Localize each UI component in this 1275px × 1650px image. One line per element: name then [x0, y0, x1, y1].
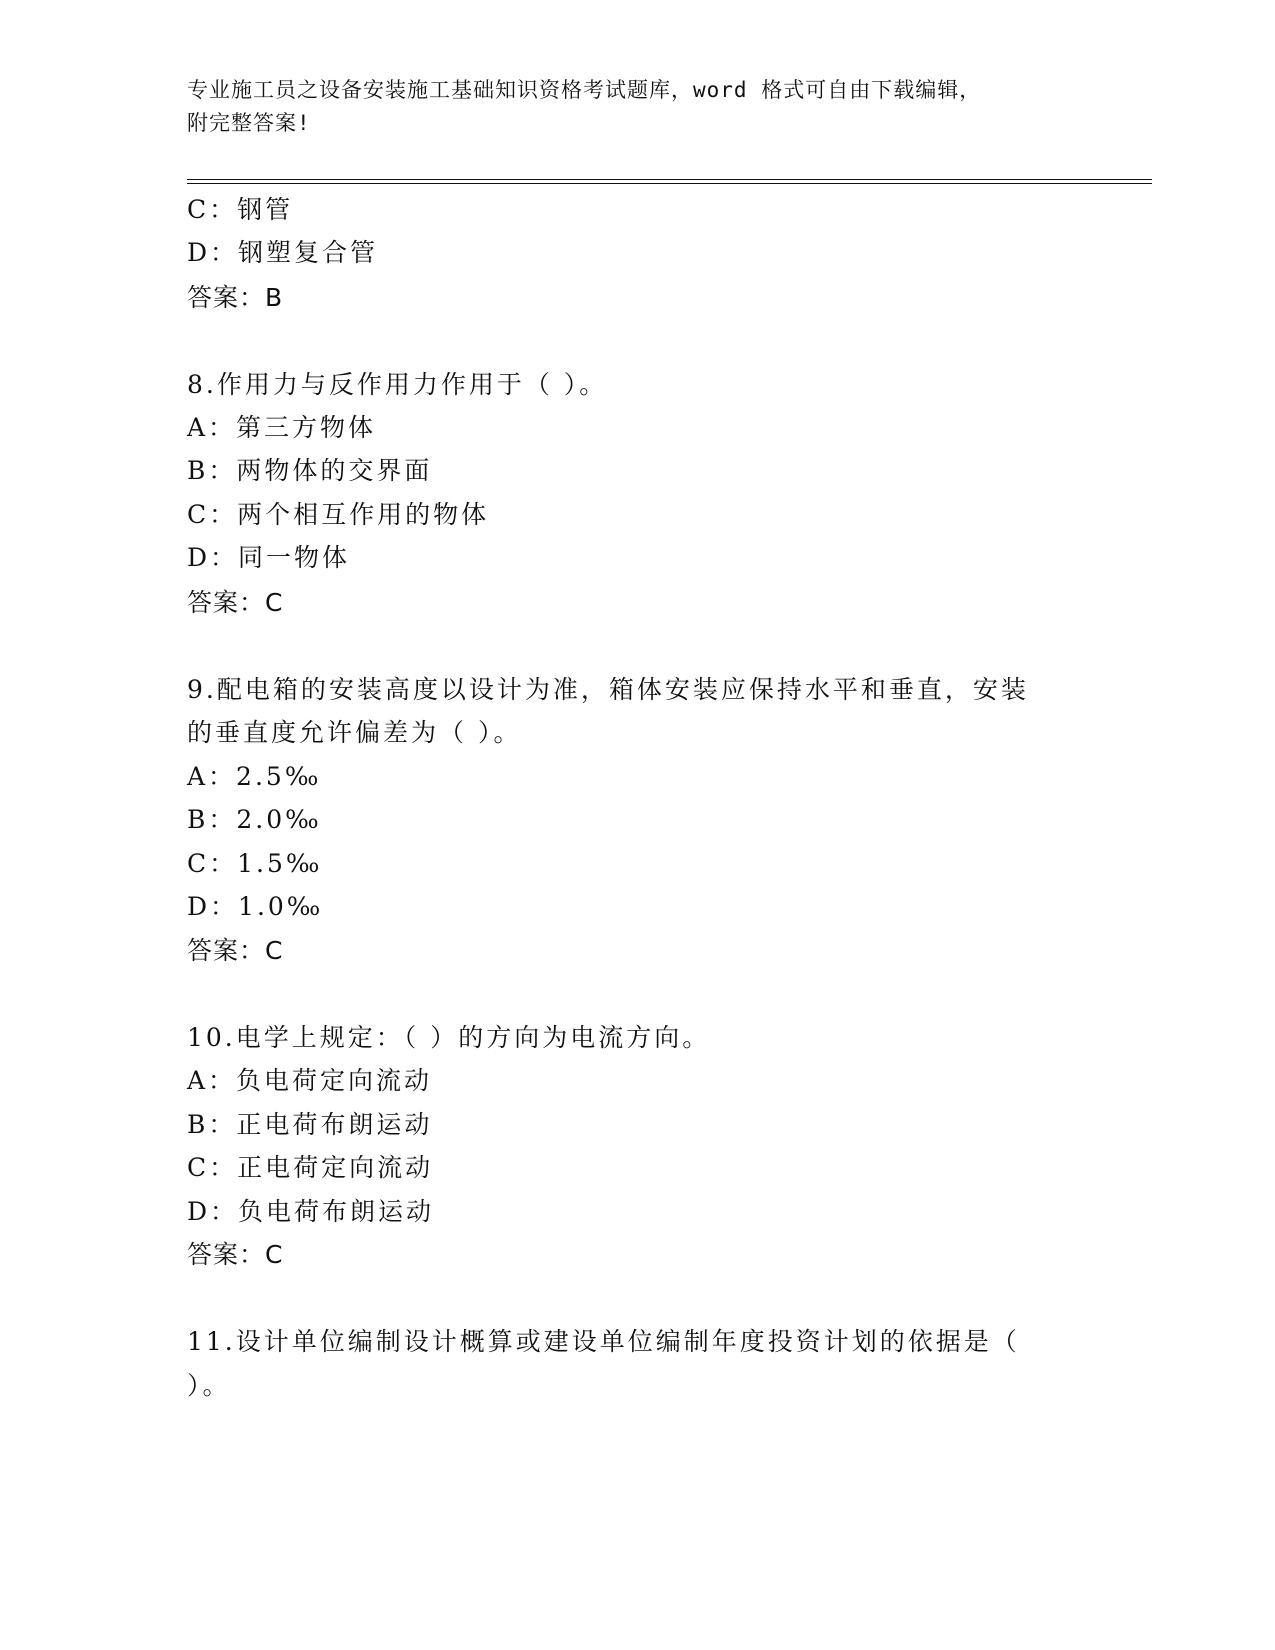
q9-option-d: D：1.0‰ [187, 892, 324, 921]
q8-stem: 8.作用力与反作用力作用于（ ）。 [187, 370, 608, 399]
document-header [187, 74, 1087, 140]
q8-option-a: A：第三方物体 [187, 413, 377, 442]
q10-answer: 答案：C [187, 1240, 284, 1269]
q9-stem-line-1: 9.配电箱的安装高度以设计为准，箱体安装应保持水平和垂直，安装 [187, 675, 1029, 704]
q10-option-c: C：正电荷定向流动 [187, 1153, 434, 1182]
header-divider-bottom [187, 183, 1152, 184]
q9-option-b: B：2.0‰ [187, 805, 322, 834]
q9-option-c: C：1.5‰ [187, 849, 323, 878]
header-line-1: 专业施工员之设备安装施工基础知识资格考试题库，word 格式可自由下载编辑， [187, 78, 982, 102]
q9-stem-line-2: 的垂直度允许偏差为（ ）。 [187, 718, 522, 747]
q8-option-d: D：同一物体 [187, 543, 351, 572]
q10-option-a: A：负电荷定向流动 [187, 1066, 433, 1095]
q11-stem-line-2: ）。 [187, 1371, 231, 1400]
q10-option-d: D：负电荷布朗运动 [187, 1197, 435, 1226]
q8-answer: 答案：C [187, 588, 284, 617]
q8-option-b: B：两物体的交界面 [187, 456, 433, 485]
q10-stem: 10.电学上规定：（ ）的方向为电流方向。 [187, 1023, 711, 1052]
q11-stem-line-1: 11.设计单位编制设计概算或建设单位编制年度投资计划的依据是（ [187, 1327, 1020, 1356]
q9-option-a: A：2.5‰ [187, 762, 322, 791]
q7-option-c: C：钢管 [187, 195, 294, 224]
q8-option-c: C：两个相互作用的物体 [187, 500, 490, 529]
q7-answer: 答案：B [187, 283, 284, 312]
header-line-2: 附完整答案! [187, 111, 311, 135]
header-divider-top [187, 179, 1152, 180]
q7-option-d: D：钢塑复合管 [187, 238, 379, 267]
q10-option-b: B：正电荷布朗运动 [187, 1110, 433, 1139]
q9-answer: 答案：C [187, 936, 284, 965]
